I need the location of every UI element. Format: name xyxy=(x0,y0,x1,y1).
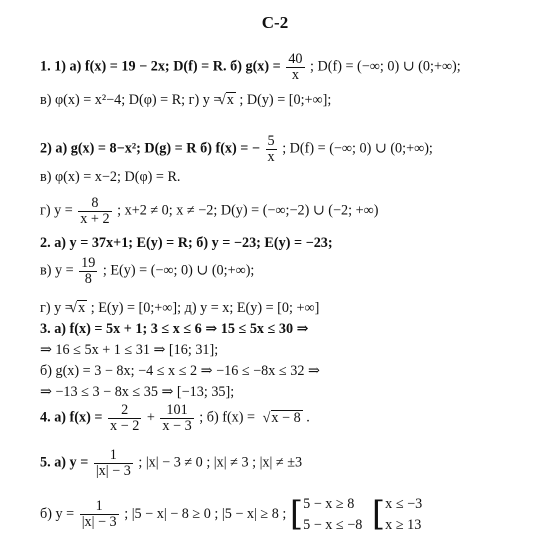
plus-sign: + xyxy=(146,409,155,426)
text-segment: ; D(f) = (−∞; 0) ∪ (0;+∞); xyxy=(310,58,461,75)
system-row: 5 − x ≥ 8 xyxy=(303,496,355,512)
text-segment: 2. а) y = 37x+1; E(y) = R; б) y = −23; E(y) = −23; xyxy=(40,235,333,251)
fraction xyxy=(266,134,277,165)
problem-2-line xyxy=(40,236,333,250)
text-segment: ; б) f(x) = xyxy=(199,409,256,426)
text-segment: 1. 1) а) f(x) = 19 − 2x; D(f) = R. б) g(x) = xyxy=(40,58,281,75)
fraction-denominator: x xyxy=(291,66,299,83)
fraction xyxy=(94,448,133,479)
inequality-system xyxy=(303,494,362,535)
text-segment: ; E(y) = (−∞; 0) ∪ (0;+∞); xyxy=(102,262,255,279)
text-segment: ; |5 − x| − 8 ≥ 0 ; |5 − x| ≥ 8 ; xyxy=(124,505,287,522)
fraction xyxy=(79,256,97,287)
problem-3-line-3 xyxy=(40,364,320,378)
text-segment: 3. а) f(x) = 5x + 1; 3 ≤ x ≤ 6 ⇒ 15 ≤ 5x ≤ 30 ⇒ xyxy=(40,321,309,337)
fraction xyxy=(108,403,141,434)
fraction xyxy=(80,499,119,530)
fraction-denominator: |x| − 3 xyxy=(95,462,131,479)
fraction-numerator: 5 xyxy=(267,133,275,149)
text-segment: в) φ(x) = x−2; D(φ) = R. xyxy=(40,169,181,185)
problem-3-line xyxy=(40,322,309,336)
text-segment: ⇒ 16 ≤ 5x + 1 ≤ 31 ⇒ [16; 31]; xyxy=(40,342,219,358)
problem-1-2-line-3 xyxy=(40,196,378,227)
problem-1-2-line-2 xyxy=(40,170,180,184)
fraction-numerator: 2 xyxy=(108,403,141,419)
text-segment: б) y = xyxy=(40,505,75,522)
text-segment: ⇒ −13 ≤ 3 − 8x ≤ 35 ⇒ [−13; 35]; xyxy=(40,384,235,400)
fraction-numerator: 40 xyxy=(288,51,303,67)
fraction-numerator: 1 xyxy=(80,499,119,515)
problem-5-line xyxy=(40,448,302,479)
problem-2-line-3 xyxy=(40,300,319,315)
fraction-numerator: 101 xyxy=(160,403,193,419)
square-root: √ x xyxy=(77,300,87,315)
fraction-denominator: |x| − 3 xyxy=(81,514,117,531)
text-segment: г) y = xyxy=(40,202,73,219)
text-segment: ; E(y) = [0;+∞]; д) y = x; E(y) = [0; +∞] xyxy=(90,300,320,316)
problem-3-line-4 xyxy=(40,385,234,399)
text-segment: ; D(y) = [0;+∞]; xyxy=(239,92,332,108)
text-segment: г) y = xyxy=(40,300,73,316)
inequality-system xyxy=(385,494,422,535)
square-root: √ x xyxy=(226,92,236,107)
text-segment: 4. а) f(x) = xyxy=(40,409,103,426)
fraction-denominator: 8 xyxy=(84,270,92,287)
problem-4-line xyxy=(40,403,310,434)
fraction-numerator: 19 xyxy=(81,255,96,271)
text-segment: . xyxy=(306,409,310,426)
text-segment: 5. а) y = xyxy=(40,454,89,471)
text-segment: в) φ(x) = x²−4; D(φ) = R; г) y = xyxy=(40,92,222,108)
text-segment: ; D(f) = (−∞; 0) ∪ (0;+∞); xyxy=(282,140,433,157)
text-segment: б) g(x) = 3 − 8x; −4 ≤ x ≤ 2 ⇒ −16 ≤ −8x ≤ 32 ⇒ xyxy=(40,363,320,379)
text-segment: в) y = xyxy=(40,262,74,279)
page-title: С-2 xyxy=(261,13,289,32)
problem-5-line-2 xyxy=(40,494,422,535)
fraction xyxy=(78,196,111,227)
fraction-denominator: x − 3 xyxy=(162,417,192,434)
fraction-numerator: 1 xyxy=(94,448,133,464)
fraction-numerator: 8 xyxy=(78,196,111,212)
fraction-denominator: x xyxy=(267,148,275,165)
problem-3-line-2 xyxy=(40,343,218,357)
problem-1-2-line xyxy=(40,134,433,165)
fraction xyxy=(286,52,304,83)
text-segment: 2) а) g(x) = 8−x²; D(g) = R б) f(x) = − xyxy=(40,140,260,157)
system-row: x ≤ −3 xyxy=(385,496,423,512)
problem-2-line-2 xyxy=(40,256,254,287)
problem-1-1-line xyxy=(40,52,461,83)
left-bracket: [ xyxy=(289,494,304,535)
fraction xyxy=(160,403,193,434)
system-row: 5 − x ≤ −8 xyxy=(303,516,363,533)
text-segment: ; |x| − 3 ≠ 0 ; |x| ≠ 3 ; |x| ≠ ±3 xyxy=(138,454,303,471)
fraction-denominator: x − 2 xyxy=(110,417,140,434)
problem-1-1-line-2 xyxy=(40,92,331,107)
text-segment: ; x+2 ≠ 0; x ≠ −2; D(y) = (−∞;−2) ∪ (−2; +∞) xyxy=(117,202,379,219)
square-root: √ x − 8 xyxy=(271,410,303,425)
fraction-denominator: x + 2 xyxy=(80,210,110,227)
left-bracket: [ xyxy=(371,494,386,535)
system-row: x ≥ 13 xyxy=(385,516,422,533)
